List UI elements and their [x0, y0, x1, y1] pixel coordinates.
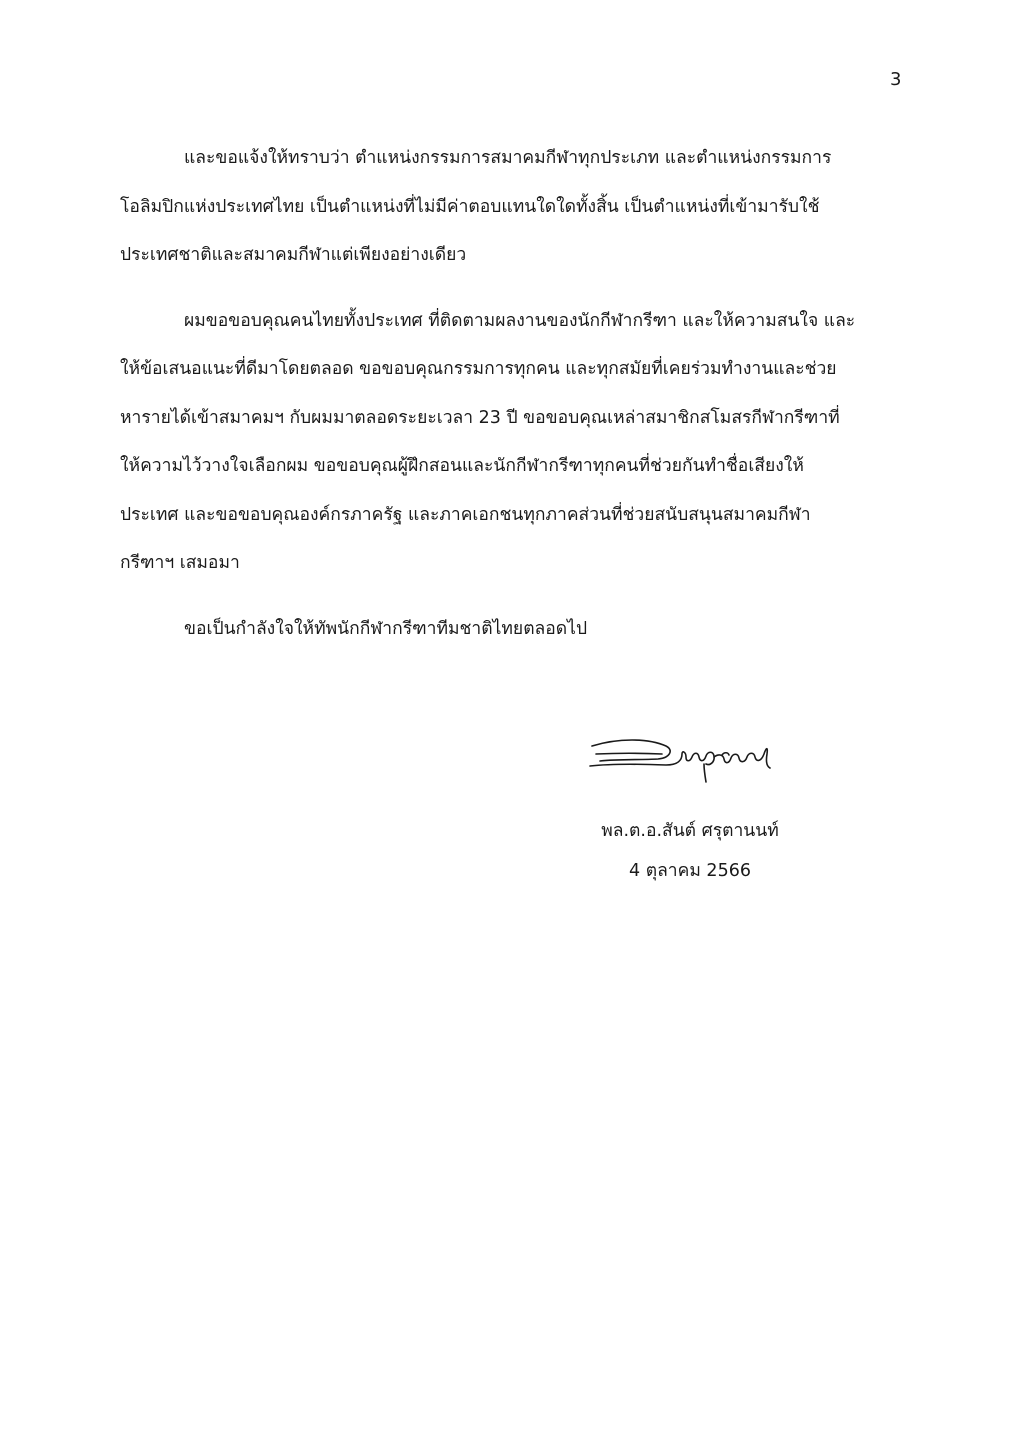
text-line: ประเทศชาติและสมาคมกีฬาแต่เพียงอย่างเดียว	[120, 245, 467, 265]
text-line: และขอแจ้งให้ทราบว่า ตำแหน่งกรรมการสมาคมกีฬาทุกประเภท และตำแหน่งกรรมการ	[184, 148, 832, 168]
signature-date: 4 ตุลาคม 2566	[629, 861, 751, 881]
handwritten-signature	[578, 724, 778, 794]
signer-name: พล.ต.อ.สันต์ ศรุตานนท์	[601, 821, 779, 841]
text-line: หารายได้เข้าสมาคมฯ กับผมมาตลอดระยะเวลา 23 ปี ขอขอบคุณเหล่าสมาชิกสโมสรกีฬากรีฑาที่	[120, 407, 840, 428]
text-line: ให้ข้อเสนอแนะที่ดีมาโดยตลอด ขอขอบคุณกรรมการทุกคน และทุกสมัยที่เคยร่วมทำงานและช่วย	[120, 359, 837, 379]
page-number: 3	[890, 69, 902, 90]
text-line: โอลิมปิกแห่งประเทศไทย เป็นตำแหน่งที่ไม่มีค่าตอบแทนใดใดทั้งสิ้น เป็นตำแหน่งที่เข้ามารับใช้	[120, 196, 820, 217]
text-line: ขอเป็นกำลังใจให้ทัพนักกีฬากรีฑาทีมชาติไทยตลอดไป	[184, 618, 588, 639]
text-line: ให้ความไว้วางใจเลือกผม ขอขอบคุณผู้ฝึกสอนและนักกีฬากรีฑาทุกคนที่ช่วยกันทำชื่อเสียงให้	[120, 456, 804, 476]
text-line: ประเทศ และขอขอบคุณองค์กรภาครัฐ และภาคเอกชนทุกภาคส่วนที่ช่วยสนับสนุนสมาคมกีฬา	[120, 504, 811, 525]
paragraph-announcement	[120, 134, 906, 280]
letter-body	[120, 134, 906, 670]
paragraph-encouragement	[120, 605, 906, 654]
text-line: ผมขอขอบคุณคนไทยทั้งประเทศ ที่ติดตามผลงานของนักกีฬากรีฑา และให้ความสนใจ และ	[184, 310, 856, 331]
text-line: กรีฑาฯ เสมอมา	[120, 553, 240, 573]
paragraph-thanks	[120, 297, 906, 588]
